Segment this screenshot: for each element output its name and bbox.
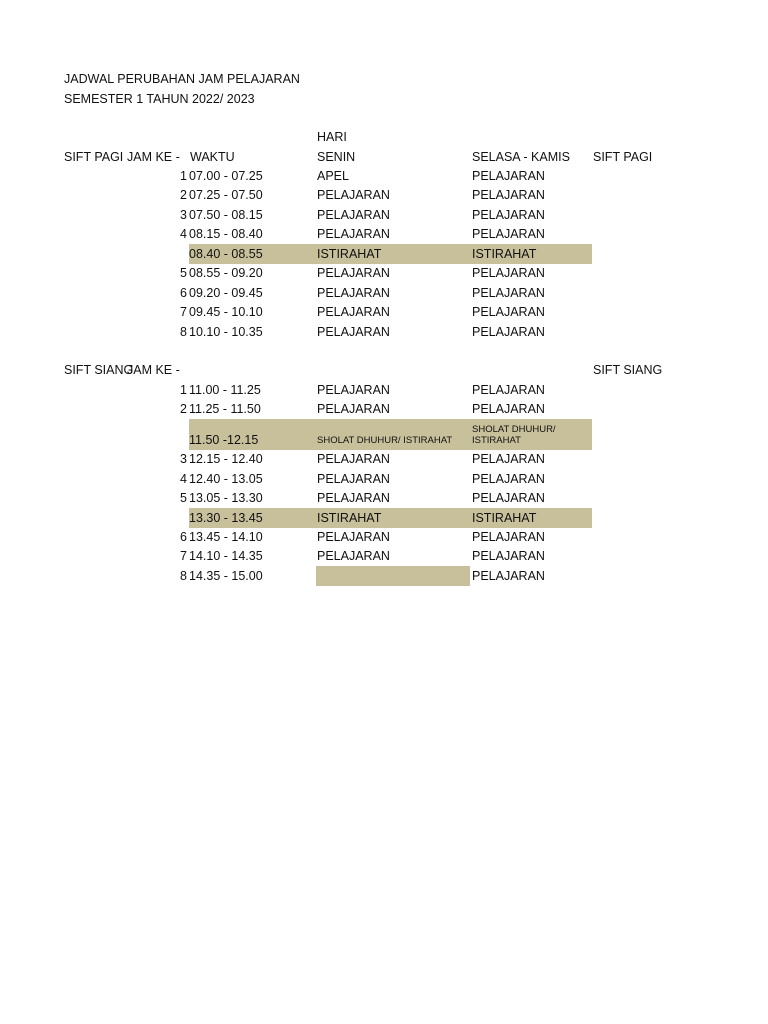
selasa-cell: PELAJARAN: [472, 569, 545, 583]
waktu-cell: 07.50 - 08.15: [189, 208, 263, 222]
waktu-cell: 11.25 - 11.50: [189, 402, 261, 416]
selasa-cell: ISTIRAHAT: [472, 511, 537, 525]
jam-number: 7: [180, 305, 187, 319]
jam-number: 4: [180, 227, 187, 241]
senin-cell: PELAJARAN: [317, 208, 390, 222]
senin-cell: PELAJARAN: [317, 491, 390, 505]
senin-cell: ISTIRAHAT: [317, 511, 382, 525]
senin-cell: PELAJARAN: [317, 188, 390, 202]
selasa-cell: PELAJARAN: [472, 266, 545, 280]
jam-number: 2: [180, 188, 187, 202]
jam-number: 6: [180, 530, 187, 544]
selasa-cell: SHOLAT DHUHUR/ ISTIRAHAT: [472, 424, 556, 446]
waktu-header: WAKTU: [190, 150, 235, 164]
jam-number: 8: [180, 569, 187, 583]
selasa-cell: PELAJARAN: [472, 549, 545, 563]
jam-number: 5: [180, 491, 187, 505]
waktu-cell: 13.45 - 14.10: [189, 530, 263, 544]
waktu-cell: 08.40 - 08.55: [189, 247, 263, 261]
senin-cell: PELAJARAN: [317, 305, 390, 319]
selasa-cell: PELAJARAN: [472, 491, 545, 505]
senin-cell: PELAJARAN: [317, 402, 390, 416]
senin-cell: PELAJARAN: [317, 383, 390, 397]
selasa-cell: PELAJARAN: [472, 286, 545, 300]
waktu-cell: 09.45 - 10.10: [189, 305, 263, 319]
selasa-cell: PELAJARAN: [472, 169, 545, 183]
waktu-cell: 14.10 - 14.35: [189, 549, 263, 563]
senin-cell: PELAJARAN: [317, 325, 390, 339]
senin-cell: PELAJARAN: [317, 266, 390, 280]
jam-number: 1: [180, 169, 187, 183]
jam-number: 5: [180, 266, 187, 280]
selasa-cell: PELAJARAN: [472, 325, 545, 339]
document-subtitle: SEMESTER 1 TAHUN 2022/ 2023: [64, 92, 255, 106]
jam-number: 7: [180, 549, 187, 563]
jam-number: 4: [180, 472, 187, 486]
senin-cell: PELAJARAN: [317, 227, 390, 241]
waktu-cell: 13.05 - 13.30: [189, 491, 263, 505]
senin-cell: PELAJARAN: [317, 286, 390, 300]
senin-cell: PELAJARAN: [317, 452, 390, 466]
waktu-cell: 11.00 - 11.25: [189, 383, 261, 397]
waktu-cell: 13.30 - 13.45: [189, 511, 263, 525]
senin-cell: PELAJARAN: [317, 530, 390, 544]
jam-number: [175, 244, 187, 264]
jam-ke-header: JAM KE -: [127, 150, 180, 164]
jam-ke-siang-header: JAM KE -: [127, 363, 180, 377]
selasa-cell: PELAJARAN: [472, 208, 545, 222]
sift-siang-label: SIFT SIANG: [64, 363, 134, 377]
siang-empty-highlight: [316, 566, 470, 586]
waktu-cell: 08.15 - 08.40: [189, 227, 263, 241]
waktu-cell: 12.40 - 13.05: [189, 472, 263, 486]
selasa-cell: PELAJARAN: [472, 383, 545, 397]
selasa-cell: PELAJARAN: [472, 472, 545, 486]
selasa-cell: PELAJARAN: [472, 402, 545, 416]
selasa-cell: PELAJARAN: [472, 452, 545, 466]
waktu-cell: 08.55 - 09.20: [189, 266, 263, 280]
waktu-cell: 14.35 - 15.00: [189, 569, 263, 583]
waktu-cell: 07.00 - 07.25: [189, 169, 263, 183]
senin-cell: SHOLAT DHUHUR/ ISTIRAHAT: [317, 435, 453, 446]
waktu-cell: 07.25 - 07.50: [189, 188, 263, 202]
waktu-cell: 11.50 -12.15: [189, 433, 259, 447]
senin-cell: APEL: [317, 169, 349, 183]
jam-number: 3: [180, 452, 187, 466]
senin-cell: PELAJARAN: [317, 472, 390, 486]
senin-cell: ISTIRAHAT: [317, 247, 382, 261]
document-title: JADWAL PERUBAHAN JAM PELAJARAN: [64, 72, 300, 86]
jam-number: 3: [180, 208, 187, 222]
waktu-cell: 09.20 - 09.45: [189, 286, 263, 300]
sift-pagi-right-label: SIFT PAGI: [593, 150, 653, 164]
jam-number: 8: [180, 325, 187, 339]
selasa-cell: PELAJARAN: [472, 227, 545, 241]
jam-number: 1: [180, 383, 187, 397]
jam-number: 2: [180, 402, 187, 416]
selasa-cell: PELAJARAN: [472, 188, 545, 202]
selasa-kamis-header: SELASA - KAMIS: [472, 150, 570, 164]
waktu-cell: 12.15 - 12.40: [189, 452, 263, 466]
selasa-cell: PELAJARAN: [472, 305, 545, 319]
sift-siang-right-label: SIFT SIANG: [593, 363, 663, 377]
senin-cell: PELAJARAN: [317, 549, 390, 563]
waktu-cell: 10.10 - 10.35: [189, 325, 263, 339]
hari-header: HARI: [317, 130, 347, 144]
sift-pagi-label: SIFT PAGI: [64, 150, 124, 164]
selasa-cell: PELAJARAN: [472, 530, 545, 544]
selasa-cell: ISTIRAHAT: [472, 247, 537, 261]
senin-header: SENIN: [317, 150, 356, 164]
jam-number: 6: [180, 286, 187, 300]
